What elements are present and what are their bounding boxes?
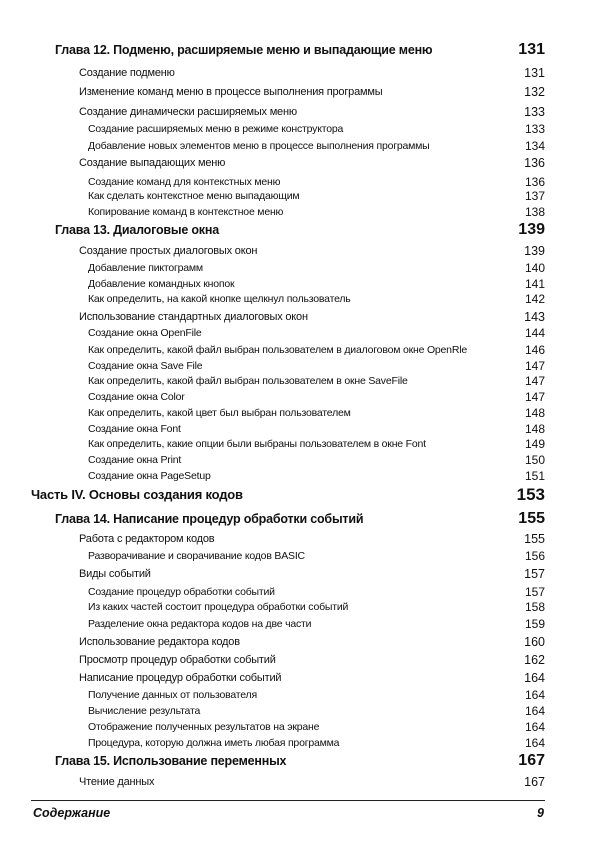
toc-entry-l1 bbox=[0, 773, 600, 791]
toc-entry-title: Как сделать контекстное меню выпадающим bbox=[88, 190, 300, 202]
toc-entry-l2 bbox=[0, 203, 600, 221]
toc-entry-page: 160 bbox=[524, 635, 545, 649]
toc-entry-l1 bbox=[0, 651, 600, 669]
toc-entry-page: 133 bbox=[524, 105, 545, 119]
toc-entry-title: Создание расширяемых меню в режиме конструктора bbox=[88, 123, 344, 135]
toc-entry-title: Глава 12. Подменю, расширяемые меню и выпадающие меню bbox=[55, 43, 433, 57]
toc-entry-title: Создание окна PageSetup bbox=[88, 470, 211, 482]
toc-entry-page: 147 bbox=[524, 359, 545, 373]
toc-entry-title: Создание динамически расширяемых меню bbox=[79, 106, 297, 118]
toc-entry-page: 159 bbox=[524, 617, 545, 631]
toc-entry-title: Из каких частей состоит процедура обработки событий bbox=[88, 601, 349, 613]
toc-entry-chapter bbox=[0, 221, 600, 239]
toc-entry-page: 146 bbox=[524, 343, 545, 357]
toc-entry-title: Использование редактора кодов bbox=[79, 636, 240, 648]
toc-entry-page: 133 bbox=[524, 122, 545, 136]
toc-entry-page: 147 bbox=[524, 374, 545, 388]
toc-entry-l1 bbox=[0, 83, 600, 101]
footer-divider bbox=[31, 800, 545, 801]
toc-entry-page: 151 bbox=[524, 469, 545, 483]
toc-entry-page: 141 bbox=[524, 277, 545, 291]
toc-entry-title: Добавление пиктограмм bbox=[88, 262, 203, 274]
toc-entry-title: Создание выпадающих меню bbox=[79, 157, 226, 169]
toc-entry-page: 136 bbox=[524, 156, 545, 170]
toc-entry-page: 147 bbox=[524, 390, 545, 404]
toc-entry-title: Как определить, какой цвет был выбран пользователем bbox=[88, 407, 351, 419]
toc-entry-page: 134 bbox=[524, 139, 545, 153]
toc-entry-title: Добавление новых элементов меню в процессе выполнения программы bbox=[88, 140, 430, 152]
toc-entry-title: Как определить, какой файл выбран пользователем в окне SaveFile bbox=[88, 375, 408, 387]
toc-entry-title: Копирование команд в контекстное меню bbox=[88, 206, 284, 218]
toc-entry-page: 137 bbox=[524, 189, 545, 203]
toc-entry-title: Создание окна Color bbox=[88, 391, 185, 403]
toc-entry-title: Изменение команд меню в процессе выполнения программы bbox=[79, 86, 383, 98]
toc-entry-page: 164 bbox=[524, 671, 545, 685]
toc-entry-page: 155 bbox=[518, 510, 545, 527]
toc-entry-page: 136 bbox=[524, 175, 545, 189]
toc-entry-page: 140 bbox=[524, 261, 545, 275]
toc-entry-l2 bbox=[0, 734, 600, 752]
toc-entry-page: 164 bbox=[524, 688, 545, 702]
toc-entry-l1 bbox=[0, 530, 600, 548]
toc-entry-l2 bbox=[0, 120, 600, 138]
toc-entry-l2 bbox=[0, 290, 600, 308]
toc-entry-title: Создание окна Save File bbox=[88, 360, 203, 372]
toc-entry-title: Вычисление результата bbox=[88, 705, 201, 717]
toc-entry-page: 132 bbox=[524, 85, 545, 99]
toc-entry-title: Просмотр процедур обработки событий bbox=[79, 654, 276, 666]
toc-entry-page: 150 bbox=[524, 453, 545, 467]
toc-entry-page: 167 bbox=[518, 752, 545, 769]
toc-entry-l2 bbox=[0, 615, 600, 633]
toc-entry-page: 156 bbox=[524, 549, 545, 563]
toc-entry-chapter bbox=[0, 752, 600, 770]
toc-entry-title: Создание окна OpenFile bbox=[88, 327, 202, 339]
toc-entry-page: 131 bbox=[524, 66, 545, 80]
toc-entry-title: Создание простых диалоговых окон bbox=[79, 245, 258, 257]
toc-entry-l1 bbox=[0, 154, 600, 172]
toc-entry-page: 164 bbox=[524, 704, 545, 718]
toc-entry-title: Чтение данных bbox=[79, 776, 155, 788]
toc-entry-l2 bbox=[0, 324, 600, 342]
toc-entry-page: 157 bbox=[524, 567, 545, 581]
toc-entry-page: 162 bbox=[524, 653, 545, 667]
toc-entry-title: Разделение окна редактора кодов на две части bbox=[88, 618, 312, 630]
toc-entry-title: Работа с редактором кодов bbox=[79, 533, 215, 545]
toc-entry-page: 131 bbox=[518, 41, 545, 58]
running-footer-title: Содержание bbox=[33, 806, 111, 820]
toc-entry-page: 155 bbox=[524, 532, 545, 546]
toc-entry-part bbox=[0, 486, 600, 504]
toc-entry-title: Отображение полученных результатов на экране bbox=[88, 721, 320, 733]
toc-entry-page: 153 bbox=[516, 485, 545, 504]
toc-entry-chapter bbox=[0, 41, 600, 59]
toc-entry-page: 138 bbox=[524, 205, 545, 219]
toc-entry-title: Часть IV. Основы создания кодов bbox=[31, 487, 243, 502]
toc-entry-title: Глава 13. Диалоговые окна bbox=[55, 223, 219, 237]
toc-entry-l2 bbox=[0, 137, 600, 155]
toc-entry-l1 bbox=[0, 242, 600, 260]
toc-entry-page: 143 bbox=[524, 310, 545, 324]
toc-entry-page: 148 bbox=[524, 406, 545, 420]
toc-entry-title: Виды событий bbox=[79, 568, 151, 580]
toc-entry-page: 149 bbox=[524, 437, 545, 451]
toc-entry-title: Глава 14. Написание процедур обработки событий bbox=[55, 512, 364, 526]
toc-entry-title: Добавление командных кнопок bbox=[88, 278, 235, 290]
toc-entry-l1 bbox=[0, 565, 600, 583]
toc-entry-l2 bbox=[0, 547, 600, 565]
toc-entry-title: Глава 15. Использование переменных bbox=[55, 754, 287, 768]
toc-entry-title: Создание процедур обработки событий bbox=[88, 586, 275, 598]
toc-entry-page: 158 bbox=[524, 600, 545, 614]
page-number: 9 bbox=[537, 806, 544, 820]
toc-entry-title: Написание процедур обработки событий bbox=[79, 672, 282, 684]
toc-entry-page: 157 bbox=[524, 585, 545, 599]
toc-entry-l1 bbox=[0, 669, 600, 687]
toc-entry-page: 167 bbox=[524, 775, 545, 789]
toc-entry-l1 bbox=[0, 103, 600, 121]
toc-entry-l2 bbox=[0, 467, 600, 485]
toc-entry-title: Как определить, какие опции были выбраны пользователем в окне Font bbox=[88, 438, 426, 450]
toc-entry-title: Создание окна Font bbox=[88, 423, 181, 435]
toc-entry-page: 148 bbox=[524, 422, 545, 436]
toc-entry-title: Процедура, которую должна иметь любая программа bbox=[88, 737, 340, 749]
toc-entry-title: Использование стандартных диалоговых окон bbox=[79, 311, 308, 323]
toc-entry-page: 164 bbox=[524, 720, 545, 734]
toc-entry-title: Как определить, на какой кнопке щелкнул пользователь bbox=[88, 293, 351, 305]
toc-entry-l1 bbox=[0, 633, 600, 651]
toc-entry-title: Создание команд для контекстных меню bbox=[88, 176, 281, 188]
toc-entry-title: Разворачивание и сворачивание кодов BASIC bbox=[88, 550, 305, 562]
toc-entry-page: 144 bbox=[524, 326, 545, 340]
toc-entry-title: Создание подменю bbox=[79, 67, 175, 79]
toc-entry-page: 139 bbox=[524, 244, 545, 258]
toc-entry-page: 142 bbox=[524, 292, 545, 306]
toc-entry-title: Создание окна Print bbox=[88, 454, 182, 466]
toc-entry-l2 bbox=[0, 598, 600, 616]
toc-entry-page: 164 bbox=[524, 736, 545, 750]
toc-entry-title: Получение данных от пользователя bbox=[88, 689, 257, 701]
toc-entry-page: 139 bbox=[518, 221, 545, 238]
toc-entry-l1 bbox=[0, 64, 600, 82]
toc-entry-chapter bbox=[0, 510, 600, 528]
toc-entry-title: Как определить, какой файл выбран пользователем в диалоговом окне OpenRle bbox=[88, 344, 467, 356]
